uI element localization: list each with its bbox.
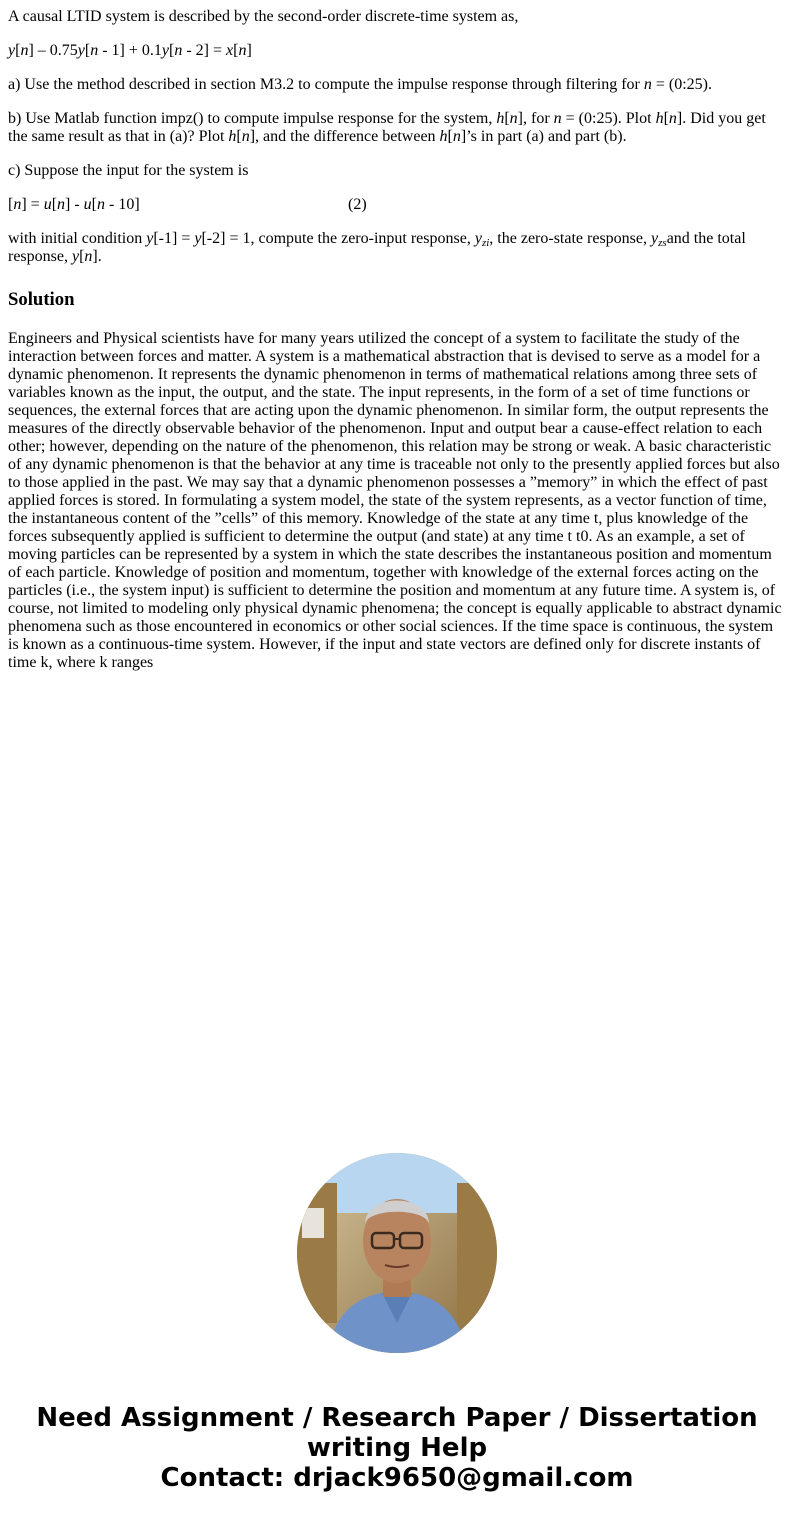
portrait-image [297,1153,497,1353]
eq-text: [ [91,196,97,213]
part-b-text: ]. Did you get the same result as that in (a)? Plot [8,110,766,145]
init-text: ]. [92,248,102,265]
part-a-tail: = (0:25). [651,76,712,93]
eq-var: n [57,196,66,213]
part-b-text: ]’s in part (a) and part (b). [460,128,627,145]
part-b-var: n [553,110,562,127]
init-var: n [84,248,93,265]
eq-var: n [238,42,247,59]
eq-text: - 10] [105,196,140,213]
part-b-text: ], for [517,110,554,127]
eq-text: ] = [21,196,44,213]
part-b-var: n [241,128,250,145]
promo-banner [0,1403,794,1493]
init-var: y [146,230,154,247]
init-var: y [474,230,482,247]
eq-var: n [97,196,105,213]
part-a-var: n [643,76,652,93]
init-text: [-1] = [153,230,195,247]
part-b-text: = (0:25). Plot [561,110,656,127]
part-b-text: b) Use Matlab function impz() to compute impulse response for the system, [8,110,497,127]
part-b-text: [ [447,128,453,145]
eq-text: [ [169,42,175,59]
part-b-var: h [439,128,448,145]
input-equation [8,196,784,214]
eq-text: - 1] + 0.1 [98,42,162,59]
part-b-text: [ [663,110,669,127]
equation-number: (2) [348,196,367,213]
eq-text: ] - [65,196,84,213]
part-b [8,110,784,146]
init-var: y [71,248,80,265]
eq-var: y [8,42,16,59]
eq-var: n [90,42,99,59]
promo-contact: Contact: drjack9650@gmail.com [160,1463,634,1493]
part-b-text: ], and the difference between [249,128,440,145]
init-text: , the zero-state response, [489,230,652,247]
init-subscript: zi [481,237,490,249]
eq-var: y [161,42,169,59]
difference-equation [8,42,784,60]
part-b-var: h [228,128,237,145]
init-var: y [651,230,659,247]
eq-text: ] [246,42,252,59]
eq-text: [ [84,42,91,59]
initial-condition [8,230,784,266]
init-text: and the total response, [8,230,746,265]
eq-var: u [43,196,52,213]
eq-var: n [13,196,22,213]
part-b-text: [ [236,128,242,145]
part-c: c) Suppose the input for the system is [8,162,249,179]
init-text: with initial condition [8,230,147,247]
eq-var: u [83,196,92,213]
part-b-var: h [496,110,505,127]
eq-text: ] – 0.75 [28,42,78,59]
init-subscript: zs [658,237,667,249]
solution-heading: Solution [8,289,75,310]
eq-text: [ [8,196,14,213]
eq-text: [ [51,196,58,213]
part-b-var: n [668,110,677,127]
init-text: [-2] = 1, compute the zero-input response, [201,230,475,247]
part-a-text: a) Use the method described in section M3.2 to compute the impulse response through filtering for [8,76,644,93]
part-b-text: [ [504,110,510,127]
eq-text: [ [15,42,21,59]
eq-var: n [174,42,183,59]
problem-intro: A causal LTID system is described by the second-order discrete-time system as, [8,8,519,25]
init-var: y [194,230,202,247]
part-a [8,76,784,94]
avatar [297,1153,497,1353]
promo-line-2: writing Help [306,1433,488,1463]
promo-line-1: Need Assignment / Research Paper / Dissertation [36,1403,758,1433]
eq-text: [ [233,42,239,59]
part-b-var: n [509,110,518,127]
eq-var: y [77,42,85,59]
part-b-var: h [655,110,664,127]
eq-var: n [20,42,29,59]
part-b-var: n [452,128,461,145]
eq-text: - 2] = [182,42,227,59]
eq-var: x [226,42,234,59]
solution-body: Engineers and Physical scientists have for many years utilized the concept of a system to facilitate the study of the interaction between forces and matter. A system is a mathematical abstraction that is devised to serve as a model for a dynamic phenomenon. It represents the dynamic phenomenon in terms of mathematical relations among three sets of variables known as the input, the output, and the state. The input represents, in the form of a set of time functions or sequences, the external forces that are acting upon the dynamic phenomenon. In similar form, the output represents the measures of the directly observable behavior of the phenomenon. Input and output bear a cause-effect relation to each other; however, depending on the nature of the phenomenon, this relation may be strong or weak. A basic characteristic of any dynamic phenomenon is that the behavior at any time is traceable not only to the presently applied forces but also to those applied in the past. We may say that a dynamic phenomenon possesses a ”memory” in which the effect of past applied forces is stored. In formulating a system model, the state of the system represents, as a vector function of time, the instantaneous content of the ”cells” of this memory. Knowledge of the state at any time t, plus knowledge of the forces subsequently applied is sufficient to determine the output (and state) at any time t t0. As an example, a set of moving particles can be represented by a system in which the state describes the instantaneous position and momentum of each particle. Knowledge of position and momentum, together with knowledge of the external forces acting on the particles (i.e., the system input) is sufficient to determine the position and momentum at any future time. A system is, of course, not limited to modeling only physical dynamic phenomena; the concept is equally applicable to abstract dynamic phenomena such as those encountered in economics or other social sciences. If the time space is continuous, the system is known as a continuous-time system. However, if the input and state vectors are defined only for discrete instants of time k, where k ranges [8,330,782,671]
init-text: [ [79,248,85,265]
